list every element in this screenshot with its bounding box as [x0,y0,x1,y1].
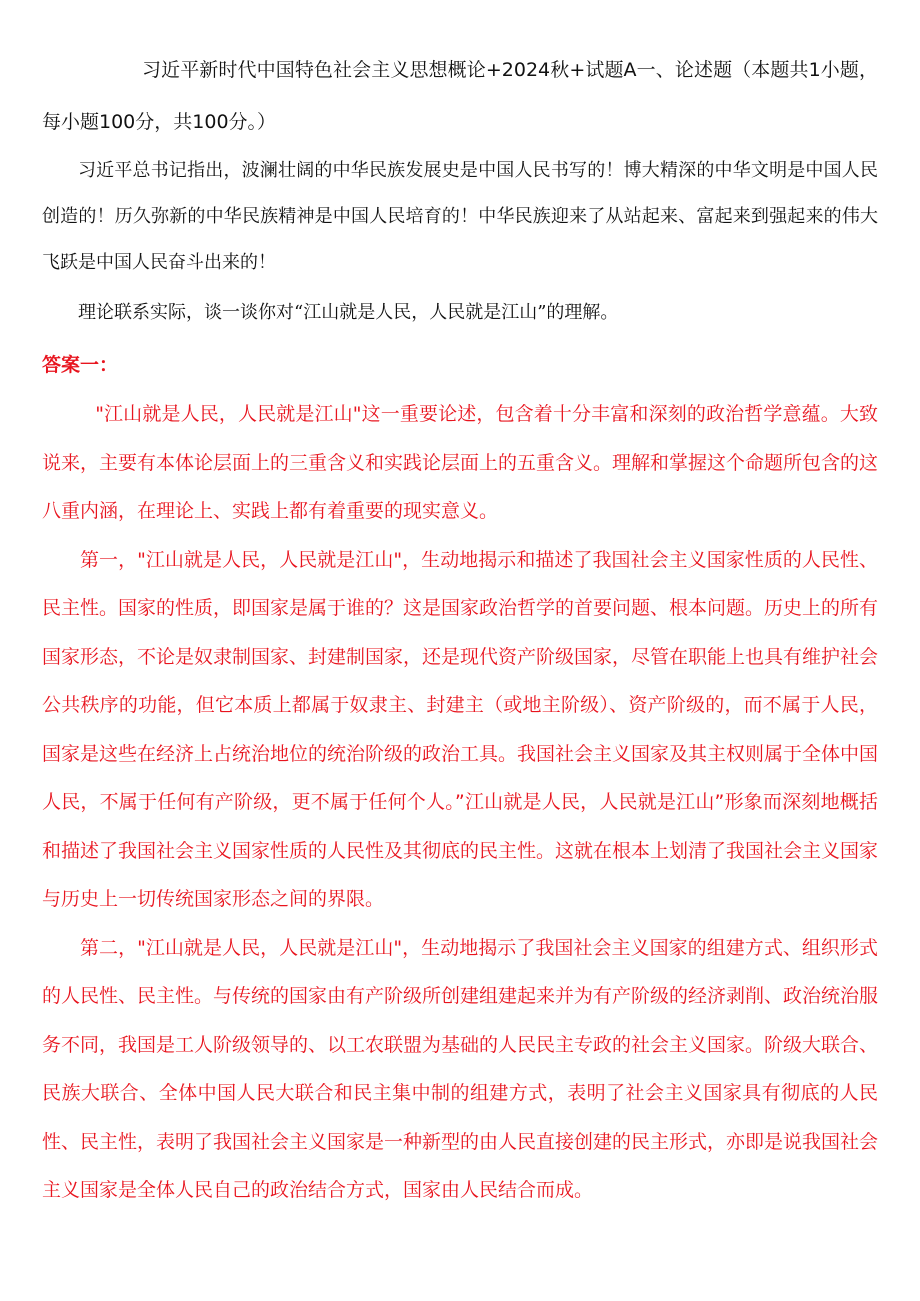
answer-paragraph-second-point: 第二，"江山就是人民，人民就是江山"，生动地揭示了我国社会主义国家的组建方式、组织形式的人民性、民主性。与传统的国家由有产阶级所创建组建起来并为有产阶级的经济剥削、政治统治服务不同，我国是工人阶级领导的、以工农联盟为基础的人民民主专政的社会主义国家。阶级大联合、民族大联合、全体中国人民大联合和民主集中制的组建方式，表明了社会主义国家具有彻底的人民性、民主性，表明了我国社会主义国家是一种新型的由人民直接创建的民主形式，亦即是说我国社会主义国家是全体人民自己的政治结合方式，国家由人民结合而成。 [42,936,879,1201]
answer-paragraph-intro: "江山就是人民，人民就是江山"这一重要论述，包含着十分丰富和深刻的政治哲学意蕴。大致说来，主要有本体论层面上的三重含义和实践论层面上的五重含义。理解和掌握这个命题所包含的这八重内涵，在理论上、实践上都有着重要的现实意义。 [42,403,879,522]
question-paragraph-2: 理论联系实际，谈一谈你对“江山就是人民，人民就是江山”的理解。 [78,302,619,323]
question-paragraph-1: 习近平总书记指出，波澜壮阔的中华民族发展史是中国人民书写的！博大精深的中华文明是中国人民创造的！历久弥新的中华民族精神是中国人民培育的！中华民族迎来了从站起来、富起来到强起来的伟大飞跃是中国人民奋斗出来的！ [42,160,878,273]
answer-label: 答案一： [42,354,119,376]
exam-title: 习近平新时代中国特色社会主义思想概论+2024秋+试题A一、论述题（本题共1小题，每小题100分，共100分。） [42,59,878,133]
answer-paragraph-first-point: 第一，"江山就是人民，人民就是江山"，生动地揭示和描述了我国社会主义国家性质的人民性、民主性。国家的性质，即国家是属于谁的？这是国家政治哲学的首要问题、根本问题。历史上的所有国家形态，不论是奴隶制国家、封建制国家，还是现代资产阶级国家，尽管在职能上也具有维护社会公共秩序的功能，但它本质上都属于奴隶主、封建主（或地主阶级）、资产阶级的，而不属于人民，国家是这些在经济上占统治地位的统治阶级的政治工具。我国社会主义国家及其主权则属于全体中国人民，不属于任何有产阶级，更不属于任何个人。”江山就是人民，人民就是江山”形象而深刻地概括和描述了我国社会主义国家性质的人民性及其彻底的民主性。这就在根本上划清了我国社会主义国家与历史上一切传统国家形态之间的界限。 [42,548,879,910]
